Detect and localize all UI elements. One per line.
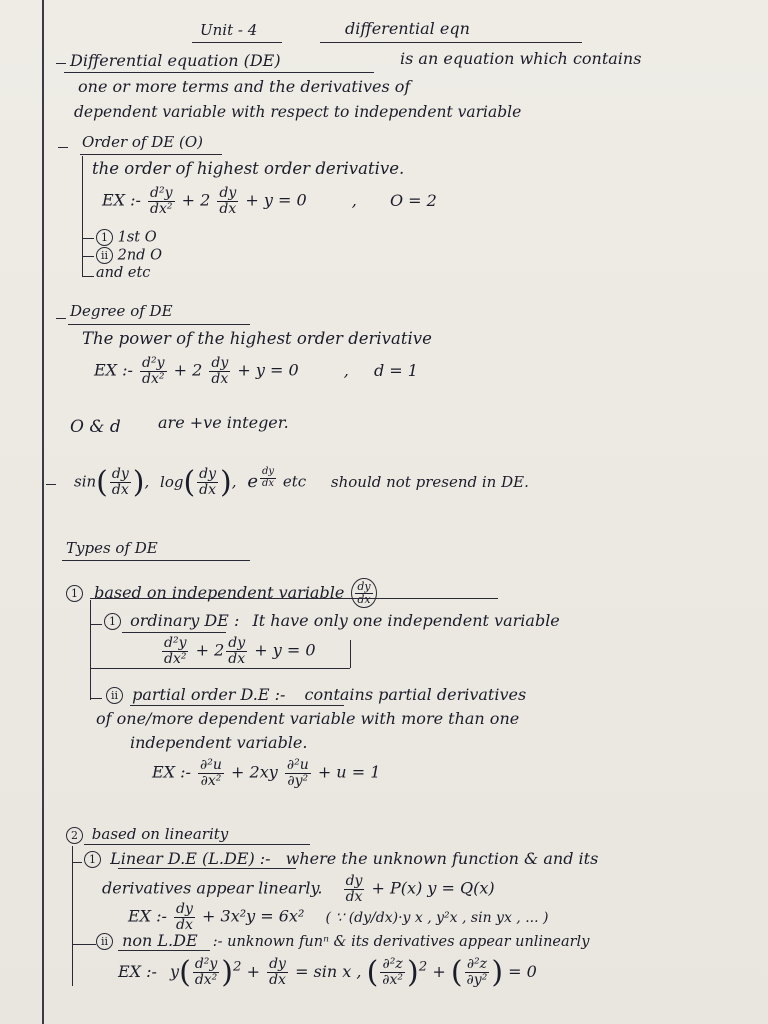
linear-underline [118,868,296,869]
degree-desc: The power of the highest order derivative [82,329,432,348]
degree-note-left: O & d [70,417,121,437]
basis2-underline [84,844,310,845]
partial-underline [130,705,344,706]
bullet-dash [46,484,56,485]
example-label: EX :- [102,190,141,210]
degree-heading-underline [68,324,250,325]
types-heading: Types of DE [66,539,158,557]
definition-line1: is an equation which contains [400,49,642,68]
order-result: O = 2 [389,190,437,210]
topic-title-underline [320,42,582,43]
ordinary-underline [122,632,226,633]
order-bracket [82,156,83,276]
branch-line [90,698,102,699]
order-heading-underline [80,154,222,155]
branch-line [82,256,94,257]
ordinary-box-edge [350,640,351,668]
degree-example: EX :- $\frac{\text{d²y}}{\text{dx²}}$ + 2 $\frac{dy}{dx}$ + y = 0 , d = 1 [94,355,418,387]
degree-note-right: are +ve integer. [158,413,289,432]
ordinary-example: $\frac{\text{d²y}}{\text{dx²}}$ + 2 $\frac{dy}{dx}$ + y = 0 [164,635,316,667]
types-basis-1: 1 based on independent variable $\frac{dy}{dx}$ [66,578,379,608]
order-item-3: and etc [96,265,151,281]
bullet-dash [56,63,66,64]
fraction-dy-dx: $\frac{dy}{dx}$ [219,185,237,217]
degree-heading: Degree of DE [70,302,173,320]
branch-line [72,862,82,863]
partial-desc-2: of one/more dependent variable with more than one [96,709,520,728]
nonlinear-de: ii non L.DE :- unknown funⁿ & its derivatives appear unlinearly [96,932,589,951]
branch-line [90,624,102,625]
order-item-2: ii 2nd O [96,247,162,264]
nonlinear-underline [118,950,210,951]
basis1-underline [90,598,498,599]
branch-line [72,944,96,945]
types-basis-2: 2 based on linearity [66,826,228,844]
types-bracket-2 [72,846,73,986]
definition-line2: one or more terms and the derivatives of [78,77,411,96]
types-heading-underline [62,560,250,561]
definition-line3: dependent variable with respect to independent variable [74,103,522,121]
margin-line [42,0,44,1024]
branch-line [82,276,94,277]
definition-heading-underline [64,72,374,73]
linear-de: 1 Linear D.E (L.DE) :- where the unknown function & and its [84,850,598,868]
partial-de: ii partial order D.E :- contains partial derivatives [106,686,526,704]
bullet-dash [58,147,68,148]
order-desc: the order of highest order derivative. [92,159,405,178]
partial-desc-3: independent variable. [130,733,308,752]
linear-example: EX :- $\frac{dy}{dx}$ + 3x²y = 6x² ( ∵ (dy/dx)·y x , y²x , sin yx , ... ) [128,901,549,933]
degree-result: d = 1 [373,360,418,380]
types-bracket-1 [90,600,91,700]
ordinary-box-line [90,668,350,669]
excluded-forms: sin( $\frac{dy}{dx}$ ), log( $\frac{dy}{dx}$ ), e $^{\frac{dy}{dx}}$ etc should not presend in DE. [74,465,529,500]
unit-title: Unit - 4 [200,21,258,39]
topic-title: differential eqn [345,19,470,38]
bullet-dash [56,318,66,319]
fraction-d2y-dx2: $\frac{\text{d²y}}{\text{dx²}}$ [142,355,165,387]
branch-line [82,238,94,239]
order-example: EX :- $\frac{\text{d²y}}{\text{dx²}}$ + 2 $\frac{dy}{dx}$ + y = 0 , O = 2 [102,185,437,217]
order-heading: Order of DE (O) [82,133,203,151]
order-item-1: 1 1st O [96,229,157,246]
fraction-d2y-dx2: $\frac{\text{d²y}}{\text{dx²}}$ [150,185,173,217]
nonlinear-example: EX :- y( $\frac{\text{d²y}}{\text{dx²}}$ )$^2$ + $\frac{dy}{dx}$ = sin x , ( $\frac{\text{∂²z}}{\text{∂x²}}$ )$^2$ + ( $\frac{\text{∂²z}}{\text{∂y²}}$ ) = 0 [118,955,537,990]
linear-desc-2: derivatives appear linearly. $\frac{dy}{dx}$ + P(x) y = Q(x) [102,873,495,905]
unit-title-underline [192,42,282,43]
ordinary-de: 1 ordinary DE : It have only one independent variable [104,612,560,630]
partial-example: EX :- $\frac{\text{∂²u}}{\text{∂x²}}$ + 2xy $\frac{\text{∂²u}}{\text{∂y²}}$ + u = 1 [152,757,381,789]
definition-heading: Differential equation (DE) [70,51,281,70]
fraction-dy-dx: $\frac{dy}{dx}$ [211,355,229,387]
